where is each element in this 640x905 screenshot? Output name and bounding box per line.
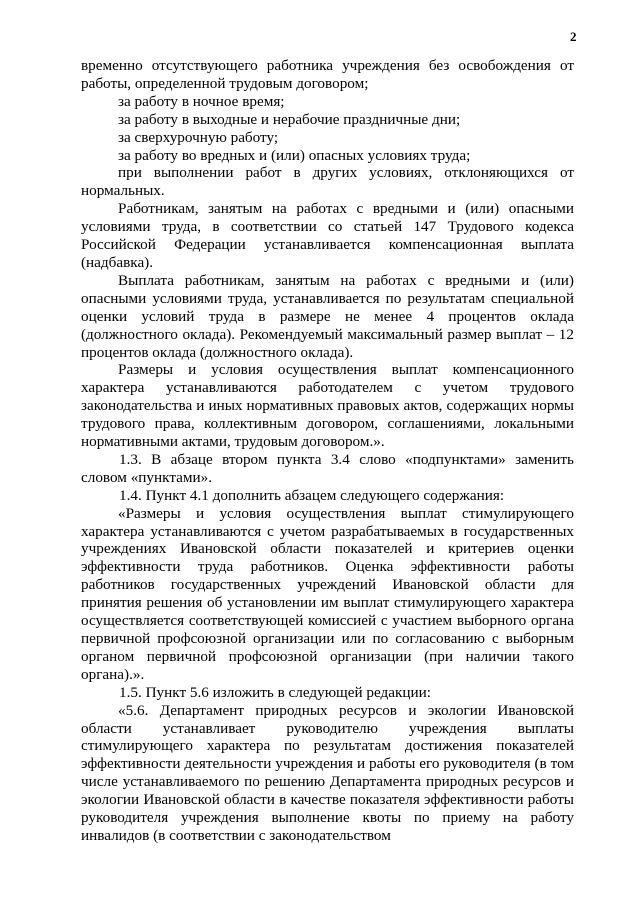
list-item-hazardous-conditions: за работу во вредных и (или) опасных условиях труда; [118, 146, 471, 164]
clause-1-3: 1.3. В абзаце втором пункта 3.4 слово «подпунктами» заменить словом «пунктами». [81, 450, 574, 486]
list-item-overtime: за сверхурочную работу; [118, 128, 279, 146]
paragraph-clause-5-6: «5.6. Департамент природных ресурсов и экологии Ивановской области устанавливает руководителю учреждения выплаты стимулирующего характера по результатам достижения показателей эффективности деятельности учреждения и работы его руководителя (в том числе устанавливаемого по решению Департамента природных ресурсов и экологии Ивановской области в качестве показателя эффективности работы руководителя учреждения выполнение квоты по приему на работу инвалидов (в соответствии с законодательством [81, 701, 574, 844]
paragraph-payment-amount: Выплата работникам, занятым на работах с вредными и (или) опасными условиями труда, устанавливается по результатам специальной оценки условий труда в размере не менее 4 процентов оклада (должностного оклада). Рекомендуемый максимальный размер выплат – 12 процентов оклада (должностного оклада). [81, 271, 574, 361]
clause-1-5: 1.5. Пункт 5.6 изложить в следующей редакции: [119, 683, 432, 701]
paragraph-incentive-payments: «Размеры и условия осуществления выплат стимулирующего характера устанавливаются с учетом разрабатываемых в государственных учреждениях Ивановской области показателей и критериев оценки эффективности труда работников. Оценка эффективности работы работников государственных учреждений Ивановской области для принятия решения об установлении им выплат стимулирующего характера осуществляется соответствующей комиссией с участием выборного органа первичной профсоюзной организации или по согласованию с выборным органом первичной профсоюзной организации (при наличии такого органа).». [81, 504, 574, 683]
list-item-holiday-work: за работу в выходные и нерабочие праздничные дни; [118, 110, 461, 128]
list-item-other-conditions: при выполнении работ в других условиях, отклоняющихся от нормальных. [81, 164, 574, 200]
document-body [81, 57, 574, 845]
paragraph-hazardous-compensation: Работникам, занятым на работах с вредными и (или) опасными условиями труда, в соответствии со статьей 147 Трудового кодекса Российской Федерации устанавливается компенсационная выплата (надбавка). [81, 200, 574, 271]
page-number: 2 [570, 29, 577, 44]
clause-1-4: 1.4. Пункт 4.1 дополнить абзацем следующего содержания: [119, 486, 505, 504]
paragraph-payment-conditions: Размеры и условия осуществления выплат компенсационного характера устанавливаются работодателем с учетом трудового законодательства и иных нормативных правовых актов, содержащих нормы трудового права, коллективным договором, соглашениями, локальными нормативными актами, трудовым договором.». [81, 361, 574, 451]
paragraph-continuation: временно отсутствующего работника учреждения без освобождения от работы, определенной трудовым договором; [81, 57, 574, 92]
list-item-night-work: за работу в ночное время; [118, 92, 285, 110]
